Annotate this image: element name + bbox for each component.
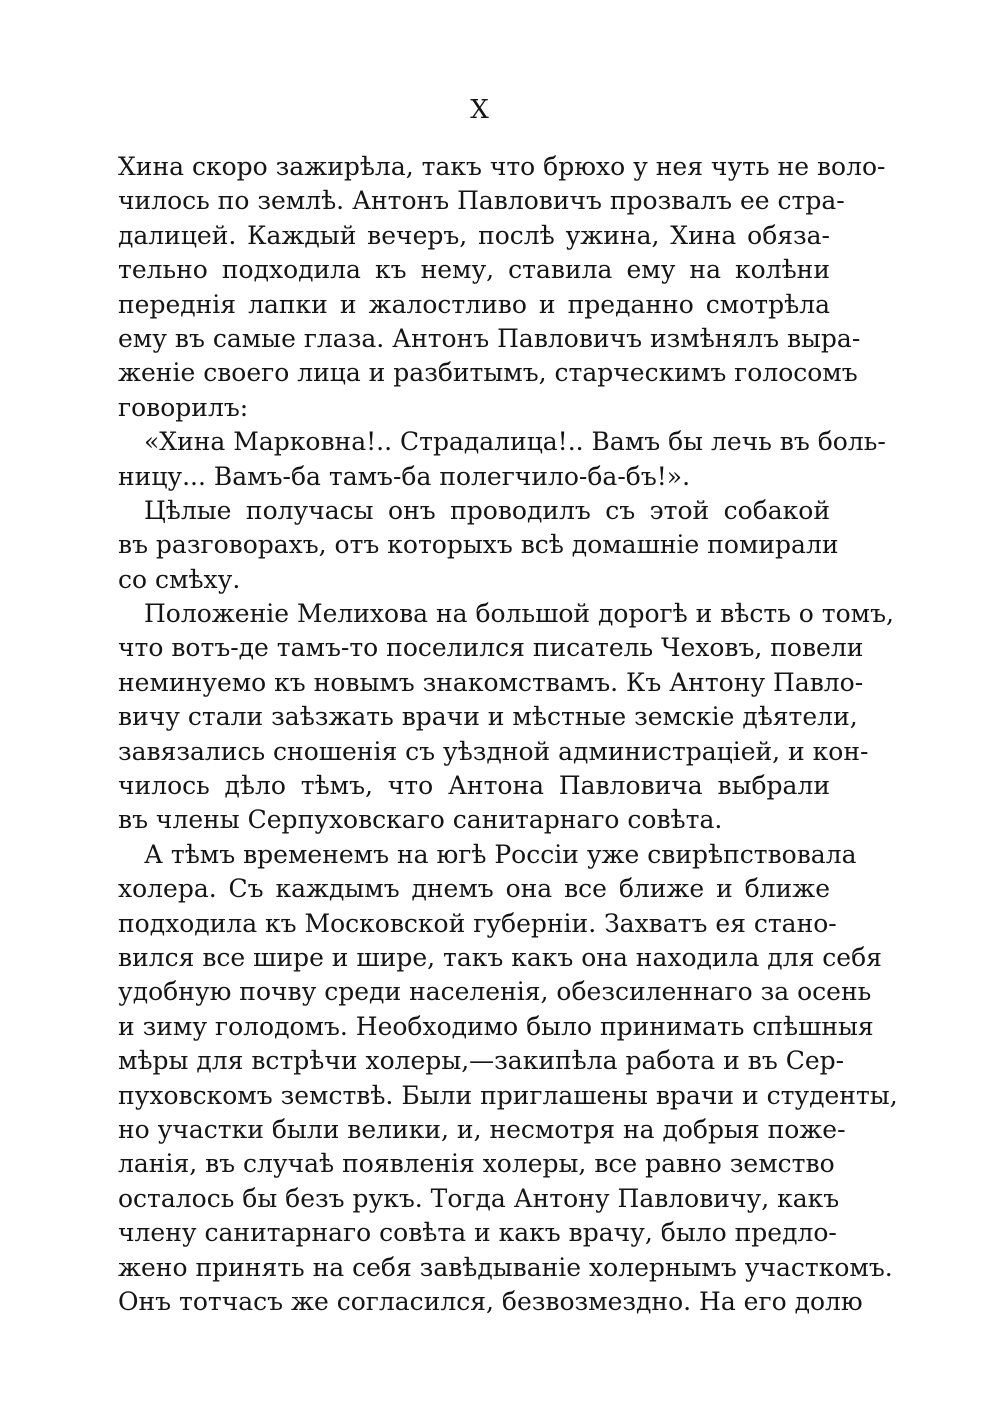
text-line: ему въ самые глаза. Антонъ Павловичъ измѣнялъ выра- — [118, 323, 861, 353]
text-line: члену санитарнаго совѣта и какъ врачу, было предло- — [118, 1218, 837, 1248]
text-line: неминуемо къ новымъ знакомствамъ. Къ Антону Павло- — [118, 667, 864, 697]
text-line: ланія, въ случаѣ появленія холеры, все равно земство — [118, 1149, 835, 1179]
text-line: далицей. Каждый вечеръ, послѣ ужина, Хина обяза- — [118, 220, 830, 250]
text-line: говорилъ: — [118, 392, 249, 422]
body-text — [118, 150, 898, 1319]
text-line: чилось дѣло тѣмъ, что Антона Павловича выбрали — [118, 771, 830, 801]
text-line: «Хина Марковна!.. Страдалица!.. Вамъ бы лечь въ боль- — [144, 427, 886, 457]
text-line: и зиму голодомъ. Необходимо было принимать спѣшныя — [118, 1011, 874, 1041]
text-line: А тѣмъ временемъ на югѣ Россіи уже свирѣпствовала — [144, 839, 857, 869]
text-line: со смѣху. — [118, 564, 241, 594]
text-line: осталось бы безъ рукъ. Тогда Антону Павловичу, какъ — [118, 1183, 840, 1213]
text-line: Цѣлые получасы онъ проводилъ съ этой собакой — [144, 495, 830, 525]
text-line: Онъ тотчасъ же согласился, безвозмездно. На его долю — [118, 1286, 863, 1316]
chapter-heading: X — [470, 95, 490, 125]
text-line: жено принять на себя завѣдываніе холернымъ участкомъ. — [118, 1252, 893, 1282]
paragraph — [118, 838, 898, 1319]
text-line: Положеніе Мелихова на большой дорогѣ и вѣсть о томъ, — [144, 599, 894, 629]
text-line: холера. Съ каждымъ днемъ она все ближе и ближе — [118, 874, 830, 904]
text-line: подходила къ Московской губерніи. Захватъ ея стано- — [118, 908, 837, 938]
paragraph — [118, 494, 839, 597]
paragraph — [118, 425, 886, 494]
text-line: переднія лапки и жалостливо и преданно смотрѣла — [118, 289, 830, 319]
text-line: въ члены Серпуховскаго санитарнаго совѣта. — [118, 805, 723, 835]
text-line: чилось по землѣ. Антонъ Павловичъ прозвалъ ее стра- — [118, 186, 845, 216]
text-line: въ разговорахъ, отъ которыхъ всѣ домашніе помирали — [118, 530, 839, 560]
text-line: Хина скоро зажирѣла, такъ что брюхо у нея чуть не воло- — [118, 152, 886, 181]
paragraph — [118, 597, 894, 838]
text-line: женіе своего лица и разбитымъ, старческимъ голосомъ — [118, 358, 858, 388]
text-line: пуховскомъ земствѣ. Были приглашены врачи и студенты, — [118, 1080, 898, 1110]
text-line: но участки были велики, и, несмотря на добрыя поже- — [118, 1114, 846, 1144]
text-line: ницу... Вамъ-ба тамъ-ба полегчило-ба-бъ!». — [118, 461, 691, 491]
text-line: тельно подходила къ нему, ставила ему на колѣни — [118, 255, 830, 285]
text-line: вичу стали заѣзжать врачи и мѣстные земскіе дѣятели, — [118, 702, 858, 732]
text-line: вился все шире и шире, такъ какъ она находила для себя — [118, 942, 882, 972]
text-line: мѣры для встрѣчи холеры,—закипѣла работа и въ Сер- — [118, 1046, 845, 1076]
paragraph — [118, 150, 886, 425]
text-line: что вотъ-де тамъ-то поселился писатель Чеховъ, повели — [118, 633, 864, 663]
text-line: удобную почву среди населенія, обезсиленнаго за осень — [118, 977, 872, 1007]
text-line: завязались сношенія съ уѣздной администраціей, и кон- — [118, 736, 869, 766]
